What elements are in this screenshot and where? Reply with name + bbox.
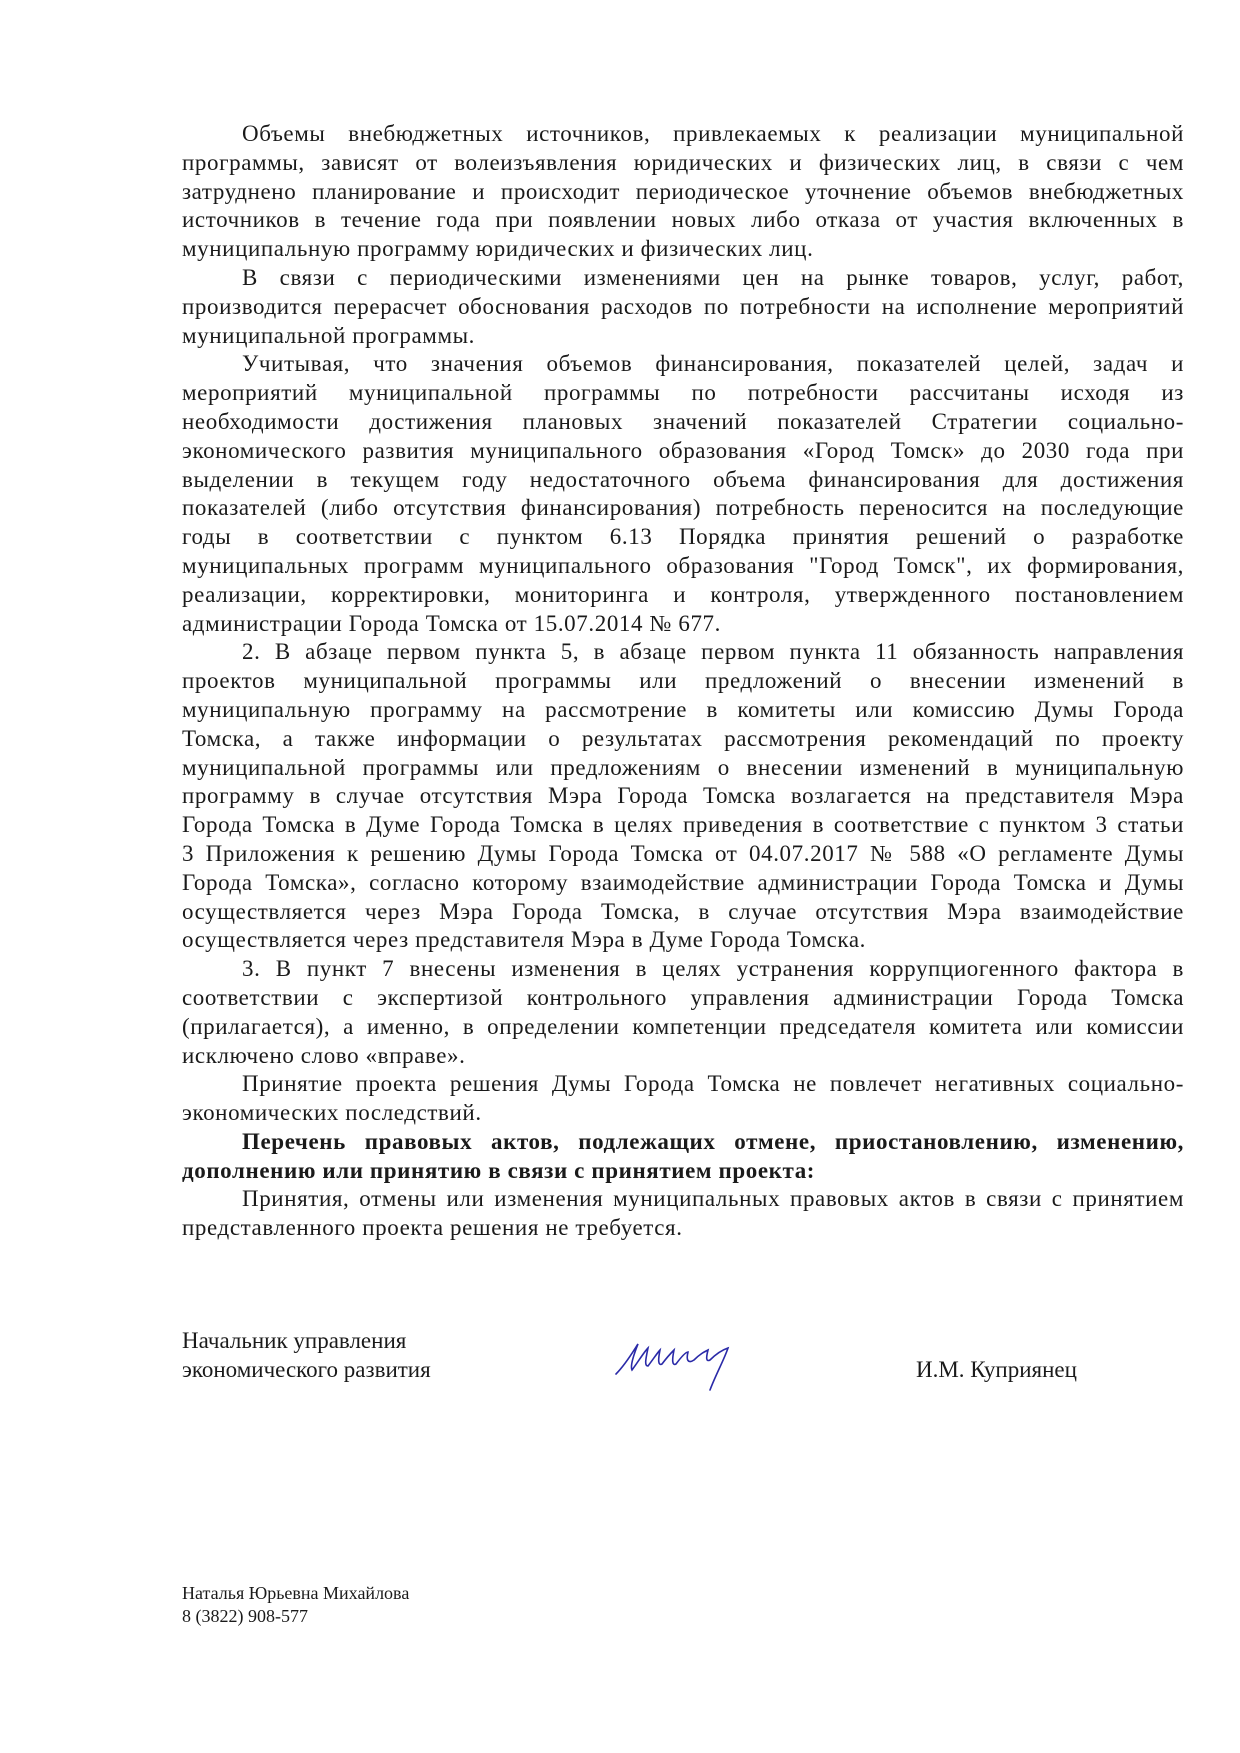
position-line-1: Начальник управления — [182, 1328, 407, 1353]
paragraph — [182, 264, 1184, 350]
executor-phone: 8 (3822) 908-577 — [182, 1606, 308, 1626]
text-line: экономических последствий. — [182, 1100, 482, 1126]
text-line: Принятие проекта решения Думы Города Томска не повлечет негативных социально- — [242, 1071, 1184, 1097]
text-line: экономического развития муниципального образования «Город Томск» до 2030 года при — [182, 437, 1184, 463]
text-line: муниципальных программ муниципального образования "Город Томск", их формирования, — [182, 552, 1184, 578]
text-line: Города Томска», согласно которому взаимодействие администрации Города Томска и Думы — [182, 869, 1184, 895]
signatory-position — [182, 1326, 431, 1384]
section-heading — [182, 1128, 1184, 1186]
text-line: выделении в текущем году недостаточного объема финансирования для достижения — [182, 466, 1184, 492]
signature-stroke — [616, 1344, 728, 1390]
text-line: 3 Приложения к решению Думы Города Томска от 04.07.2017 № 588 «О регламенте Думы — [182, 840, 1184, 866]
text-line: годы в соответствии с пунктом 6.13 Порядка принятия решений о разработке — [182, 524, 1184, 550]
text-line: муниципальную программу юридических и физических лиц. — [182, 236, 814, 262]
text-line: показателей (либо отсутствия финансирования) потребность переносится на последующие — [182, 495, 1184, 521]
signatory-name: И.М. Куприянец — [916, 1357, 1077, 1382]
text-line: муниципальную программу на рассмотрение в комитеты или комиссию Думы Города — [182, 696, 1184, 722]
text-line: 3. В пункт 7 внесены изменения в целях устранения коррупциогенного фактора в — [242, 956, 1184, 982]
executor-name: Наталья Юрьевна Михайлова — [182, 1583, 410, 1603]
text-line: Томска, а также информации о результатах рассмотрения рекомендаций по проекту — [182, 725, 1184, 751]
text-line: осуществляется через представителя Мэра в Думе Города Томска. — [182, 927, 867, 953]
text-line: В связи с периодическими изменениями цен на рынке товаров, услуг, работ, — [242, 264, 1184, 290]
text-line: дополнению или принятию в связи с принятием проекта: — [182, 1157, 816, 1183]
text-line: осуществляется через Мэра Города Томска, в случае отсутствия Мэра взаимодействие — [182, 898, 1184, 924]
text-line: Города Томска в Думе Города Томска в целях приведения в соответствие с пунктом 3 статьи — [182, 812, 1184, 838]
paragraph — [182, 120, 1184, 264]
paragraph — [182, 350, 1184, 638]
text-line: затруднено планирование и происходит периодическое уточнение объемов внебюджетных — [182, 178, 1184, 204]
paragraph — [182, 955, 1184, 1070]
paragraph — [182, 1185, 1184, 1243]
text-line: 2. В абзаце первом пункта 5, в абзаце первом пункта 11 обязанность направления — [242, 639, 1184, 665]
text-line: Перечень правовых актов, подлежащих отмене, приостановлению, изменению, — [242, 1128, 1184, 1154]
text-line: муниципальной программы. — [182, 322, 476, 348]
text-line: соответствии с экспертизой контрольного управления администрации Города Томска — [182, 984, 1184, 1010]
position-line-2: экономического развития — [182, 1357, 431, 1382]
text-line: исключено слово «вправе». — [182, 1042, 466, 1068]
text-line: источников в течение года при появлении новых либо отказа от участия включенных в — [182, 207, 1184, 233]
text-line: необходимости достижения плановых значений показателей Стратегии социально- — [182, 408, 1184, 434]
text-line: мероприятий муниципальной программы по потребности рассчитаны исходя из — [182, 380, 1184, 406]
text-line: программу в случае отсутствия Мэра Города Томска возлагается на представителя Мэра — [182, 783, 1184, 809]
text-line: Объемы внебюджетных источников, привлекаемых к реализации муниципальной — [242, 121, 1184, 146]
text-line: муниципальной программы или предложениям о внесении изменений в муниципальную — [182, 754, 1184, 780]
document-body — [182, 120, 1184, 1243]
handwritten-signature — [612, 1336, 757, 1396]
text-line: производится перерасчет обоснования расходов по потребности на исполнение мероприятий — [182, 293, 1184, 319]
text-line: (прилагается), а именно, в определении компетенции председателя комитета или комиссии — [182, 1013, 1184, 1039]
text-line: программы, зависят от волеизъявления юридических и физических лиц, в связи с чем — [182, 149, 1184, 175]
text-line: Принятия, отмены или изменения муниципальных правовых актов в связи с принятием — [242, 1186, 1184, 1212]
text-line: Учитывая, что значения объемов финансирования, показателей целей, задач и — [242, 351, 1184, 377]
executor-footer — [182, 1582, 409, 1628]
text-line: реализации, корректировки, мониторинга и контроля, утвержденного постановлением — [182, 581, 1184, 607]
paragraph — [182, 1070, 1184, 1128]
paragraph — [182, 638, 1184, 955]
text-line: проектов муниципальной программы или предложений о внесении изменений в — [182, 668, 1184, 694]
text-line: администрации Города Томска от 15.07.2014 № 677. — [182, 610, 722, 636]
text-line: представленного проекта решения не требуется. — [182, 1215, 683, 1241]
